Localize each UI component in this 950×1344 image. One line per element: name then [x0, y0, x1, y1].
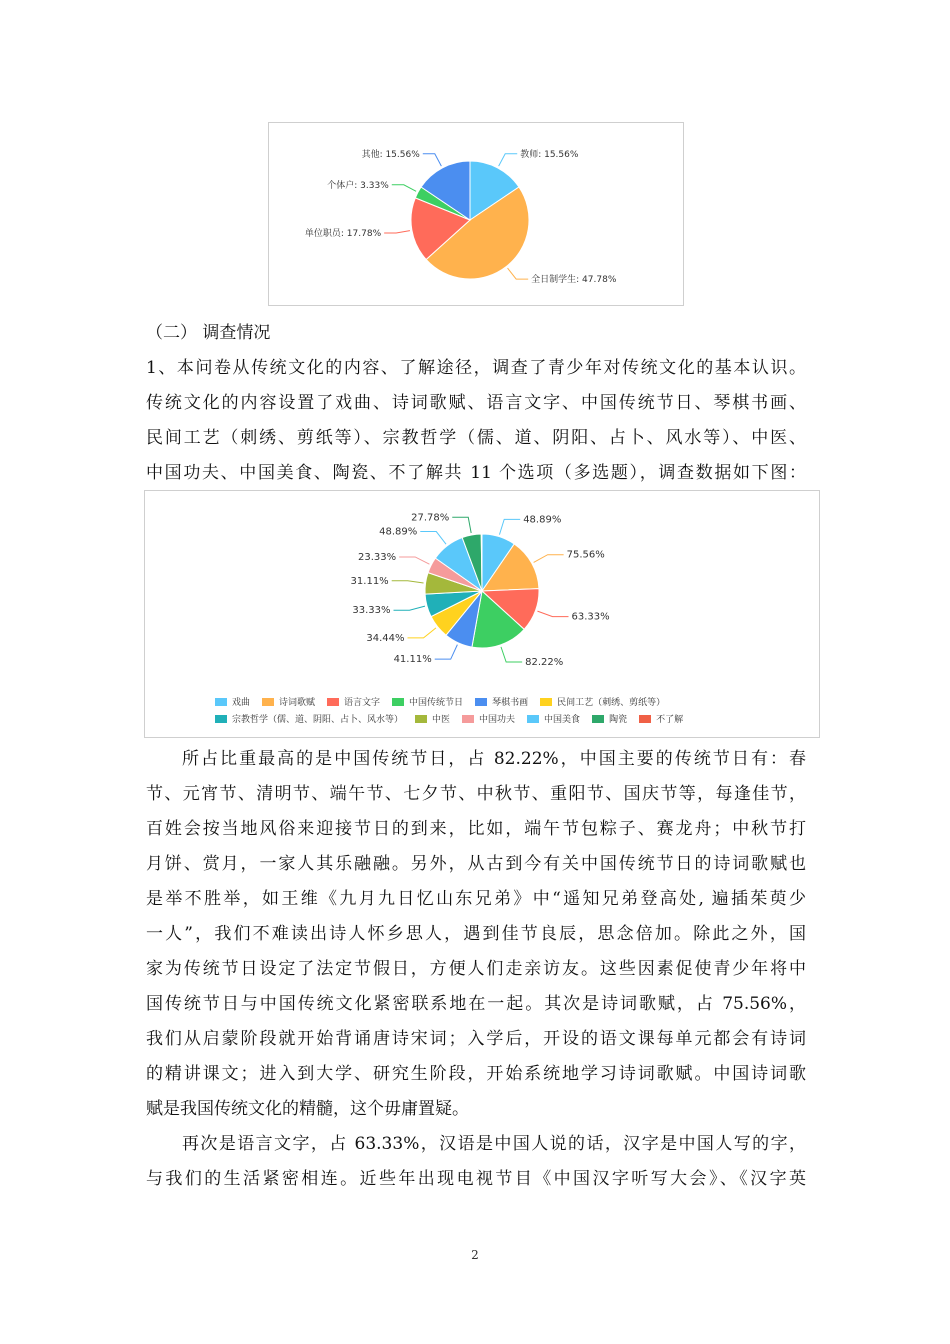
legend-swatch — [639, 715, 651, 723]
leader-line-5 — [423, 154, 442, 166]
leader-line-11 — [452, 517, 471, 533]
paragraph-2-line-5: 是举不胜举，如王维《九月九日忆山东兄弟》中“遥知兄弟登高处, 遍插茱萸少 — [146, 889, 806, 909]
data-label-4: 82.22% — [525, 657, 564, 669]
legend-label: 不了解 — [656, 715, 684, 725]
leader-line-6 — [407, 628, 435, 638]
legend-swatch — [215, 698, 227, 706]
paragraph-1-line-4: 中国功夫、中国美食、陶瓷、不了解共 11 个选项（多选题），调查数据如下图： — [146, 463, 806, 483]
paragraph-1-line-2: 传统文化的内容设置了戏曲、诗词歌赋、语言文字、中国传统节日、琴棋书画、 — [146, 393, 806, 413]
legend-swatch — [527, 715, 539, 723]
leader-line-1 — [499, 519, 520, 534]
legend-item-11 — [592, 712, 627, 725]
occupation-pie-svg — [269, 123, 683, 305]
legend-label: 中国功夫 — [479, 715, 516, 725]
legend-item-7 — [215, 712, 403, 725]
legend-swatch — [327, 698, 339, 706]
data-label-8: 31.11% — [350, 575, 389, 587]
data-label-3: 63.33% — [571, 611, 610, 623]
legend-label: 中医 — [432, 715, 451, 725]
culture-content-pie-chart — [144, 490, 820, 738]
legend-swatch — [475, 698, 487, 706]
leader-line-9 — [399, 557, 429, 564]
legend-label: 语言文字 — [344, 698, 381, 708]
paragraph-3-line-1: 再次是语言文字，占 63.33%，汉语是中国人说的话，汉字是中国人写的字， — [182, 1134, 806, 1154]
paragraph-2-line-3: 百姓会按当地风俗来迎接节日的到来，比如，端午节包粽子、赛龙舟；中秋节打 — [146, 819, 806, 839]
data-label-4: 个体户: 3.33% — [327, 180, 389, 191]
data-label-10: 48.89% — [379, 526, 418, 538]
data-label-5: 其他: 15.56% — [361, 149, 420, 160]
data-label-1: 教师: 15.56% — [520, 149, 579, 160]
leader-line-1 — [499, 154, 518, 166]
data-label-7: 33.33% — [352, 605, 391, 617]
legend-item-8 — [415, 712, 450, 725]
leader-line-3 — [537, 611, 568, 616]
paragraph-2-line-8: 国传统节日与中国传统文化紧密联系地在一起。其次是诗词歌赋，占 75.56%， — [146, 994, 806, 1014]
legend-swatch — [392, 698, 404, 706]
legend-item-4 — [392, 695, 463, 708]
page-number: 2 — [471, 1248, 479, 1262]
chart-legend — [215, 695, 815, 725]
legend-item-5 — [475, 695, 528, 708]
legend-swatch — [262, 698, 274, 706]
legend-swatch — [215, 715, 227, 723]
legend-label: 宗教哲学（儒、道、阴阳、占卜、风水等） — [232, 715, 404, 725]
legend-label: 诗词歌赋 — [279, 698, 316, 708]
data-label-9: 23.33% — [358, 551, 397, 563]
legend-swatch — [540, 698, 552, 706]
culture-content-pie-svg — [145, 491, 819, 691]
paragraph-1-line-3: 民间工艺（刺绣、剪纸等）、宗教哲学（儒、道、阴阳、占卜、风水等）、中医、 — [146, 428, 806, 448]
legend-item-2 — [262, 695, 315, 708]
legend-label: 民间工艺（刺绣、剪纸等） — [557, 698, 666, 708]
legend-item-3 — [327, 695, 380, 708]
data-label-6: 34.44% — [366, 632, 405, 644]
legend-item-9 — [462, 712, 515, 725]
data-label-3: 单位职员: 17.78% — [304, 229, 382, 240]
data-label-11: 27.78% — [411, 512, 450, 524]
data-label-1: 48.89% — [523, 514, 562, 526]
leader-line-3 — [384, 231, 410, 233]
leader-line-4 — [501, 647, 522, 662]
leader-line-4 — [392, 185, 416, 192]
leader-line-8 — [392, 581, 424, 583]
occupation-pie-chart — [268, 122, 684, 306]
legend-item-12 — [639, 712, 683, 725]
leader-line-2 — [534, 555, 564, 563]
leader-line-10 — [420, 532, 446, 545]
section-heading: （二） 调查情况 — [146, 323, 271, 343]
leader-line-7 — [394, 606, 425, 610]
legend-label: 戏曲 — [232, 698, 251, 708]
paragraph-2-line-2: 节、元宵节、清明节、端午节、七夕节、中秋节、重阳节、国庆节等，每逢佳节， — [146, 784, 806, 804]
paragraph-1-line-1: 1、本问卷从传统文化的内容、了解途径，调查了青少年对传统文化的基本认识。 — [146, 358, 806, 378]
paragraph-2-line-9: 我们从启蒙阶段就开始背诵唐诗宋词；入学后，开设的语文课每单元都会有诗词 — [146, 1029, 806, 1049]
paragraph-2-line-10: 的精讲课文；进入到大学、研究生阶段，开始系统地学习诗词歌赋。中国诗词歌 — [146, 1064, 806, 1084]
leader-line-5 — [435, 645, 458, 660]
leader-line-2 — [508, 268, 529, 279]
legend-label: 琴棋书画 — [492, 698, 529, 708]
paragraph-2-line-7: 家为传统节日设定了法定节假日，方便人们走亲访友。这些因素促使青少年将中 — [146, 959, 806, 979]
paragraph-2-line-1: 所占比重最高的是中国传统节日，占 82.22%，中国主要的传统节日有：春 — [182, 749, 806, 769]
paragraph-2-line-11: 赋是我国传统文化的精髓，这个毋庸置疑。 — [146, 1099, 469, 1119]
legend-label: 中国传统节日 — [409, 698, 464, 708]
paragraph-2-line-6: 一人”，我们不难读出诗人怀乡思人，遇到佳节良辰，思念倍加。除此之外，国 — [146, 924, 806, 944]
legend-item-10 — [527, 712, 580, 725]
legend-label: 中国美食 — [544, 715, 581, 725]
legend-swatch — [592, 715, 604, 723]
paragraph-3-line-2: 与我们的生活紧密相连。近些年出现电视节目《中国汉字听写大会》、《汉字英 — [146, 1169, 806, 1189]
legend-item-6 — [540, 695, 665, 708]
legend-swatch — [462, 715, 474, 723]
legend-item-1 — [215, 695, 250, 708]
legend-label: 陶瓷 — [609, 715, 628, 725]
data-label-5: 41.11% — [393, 654, 432, 666]
data-label-2: 全日制学生: 47.78% — [531, 275, 617, 286]
paragraph-2-line-4: 月饼、赏月，一家人其乐融融。另外，从古到今有关中国传统节日的诗词歌赋也 — [146, 854, 806, 874]
data-label-2: 75.56% — [566, 549, 605, 561]
legend-swatch — [415, 715, 427, 723]
